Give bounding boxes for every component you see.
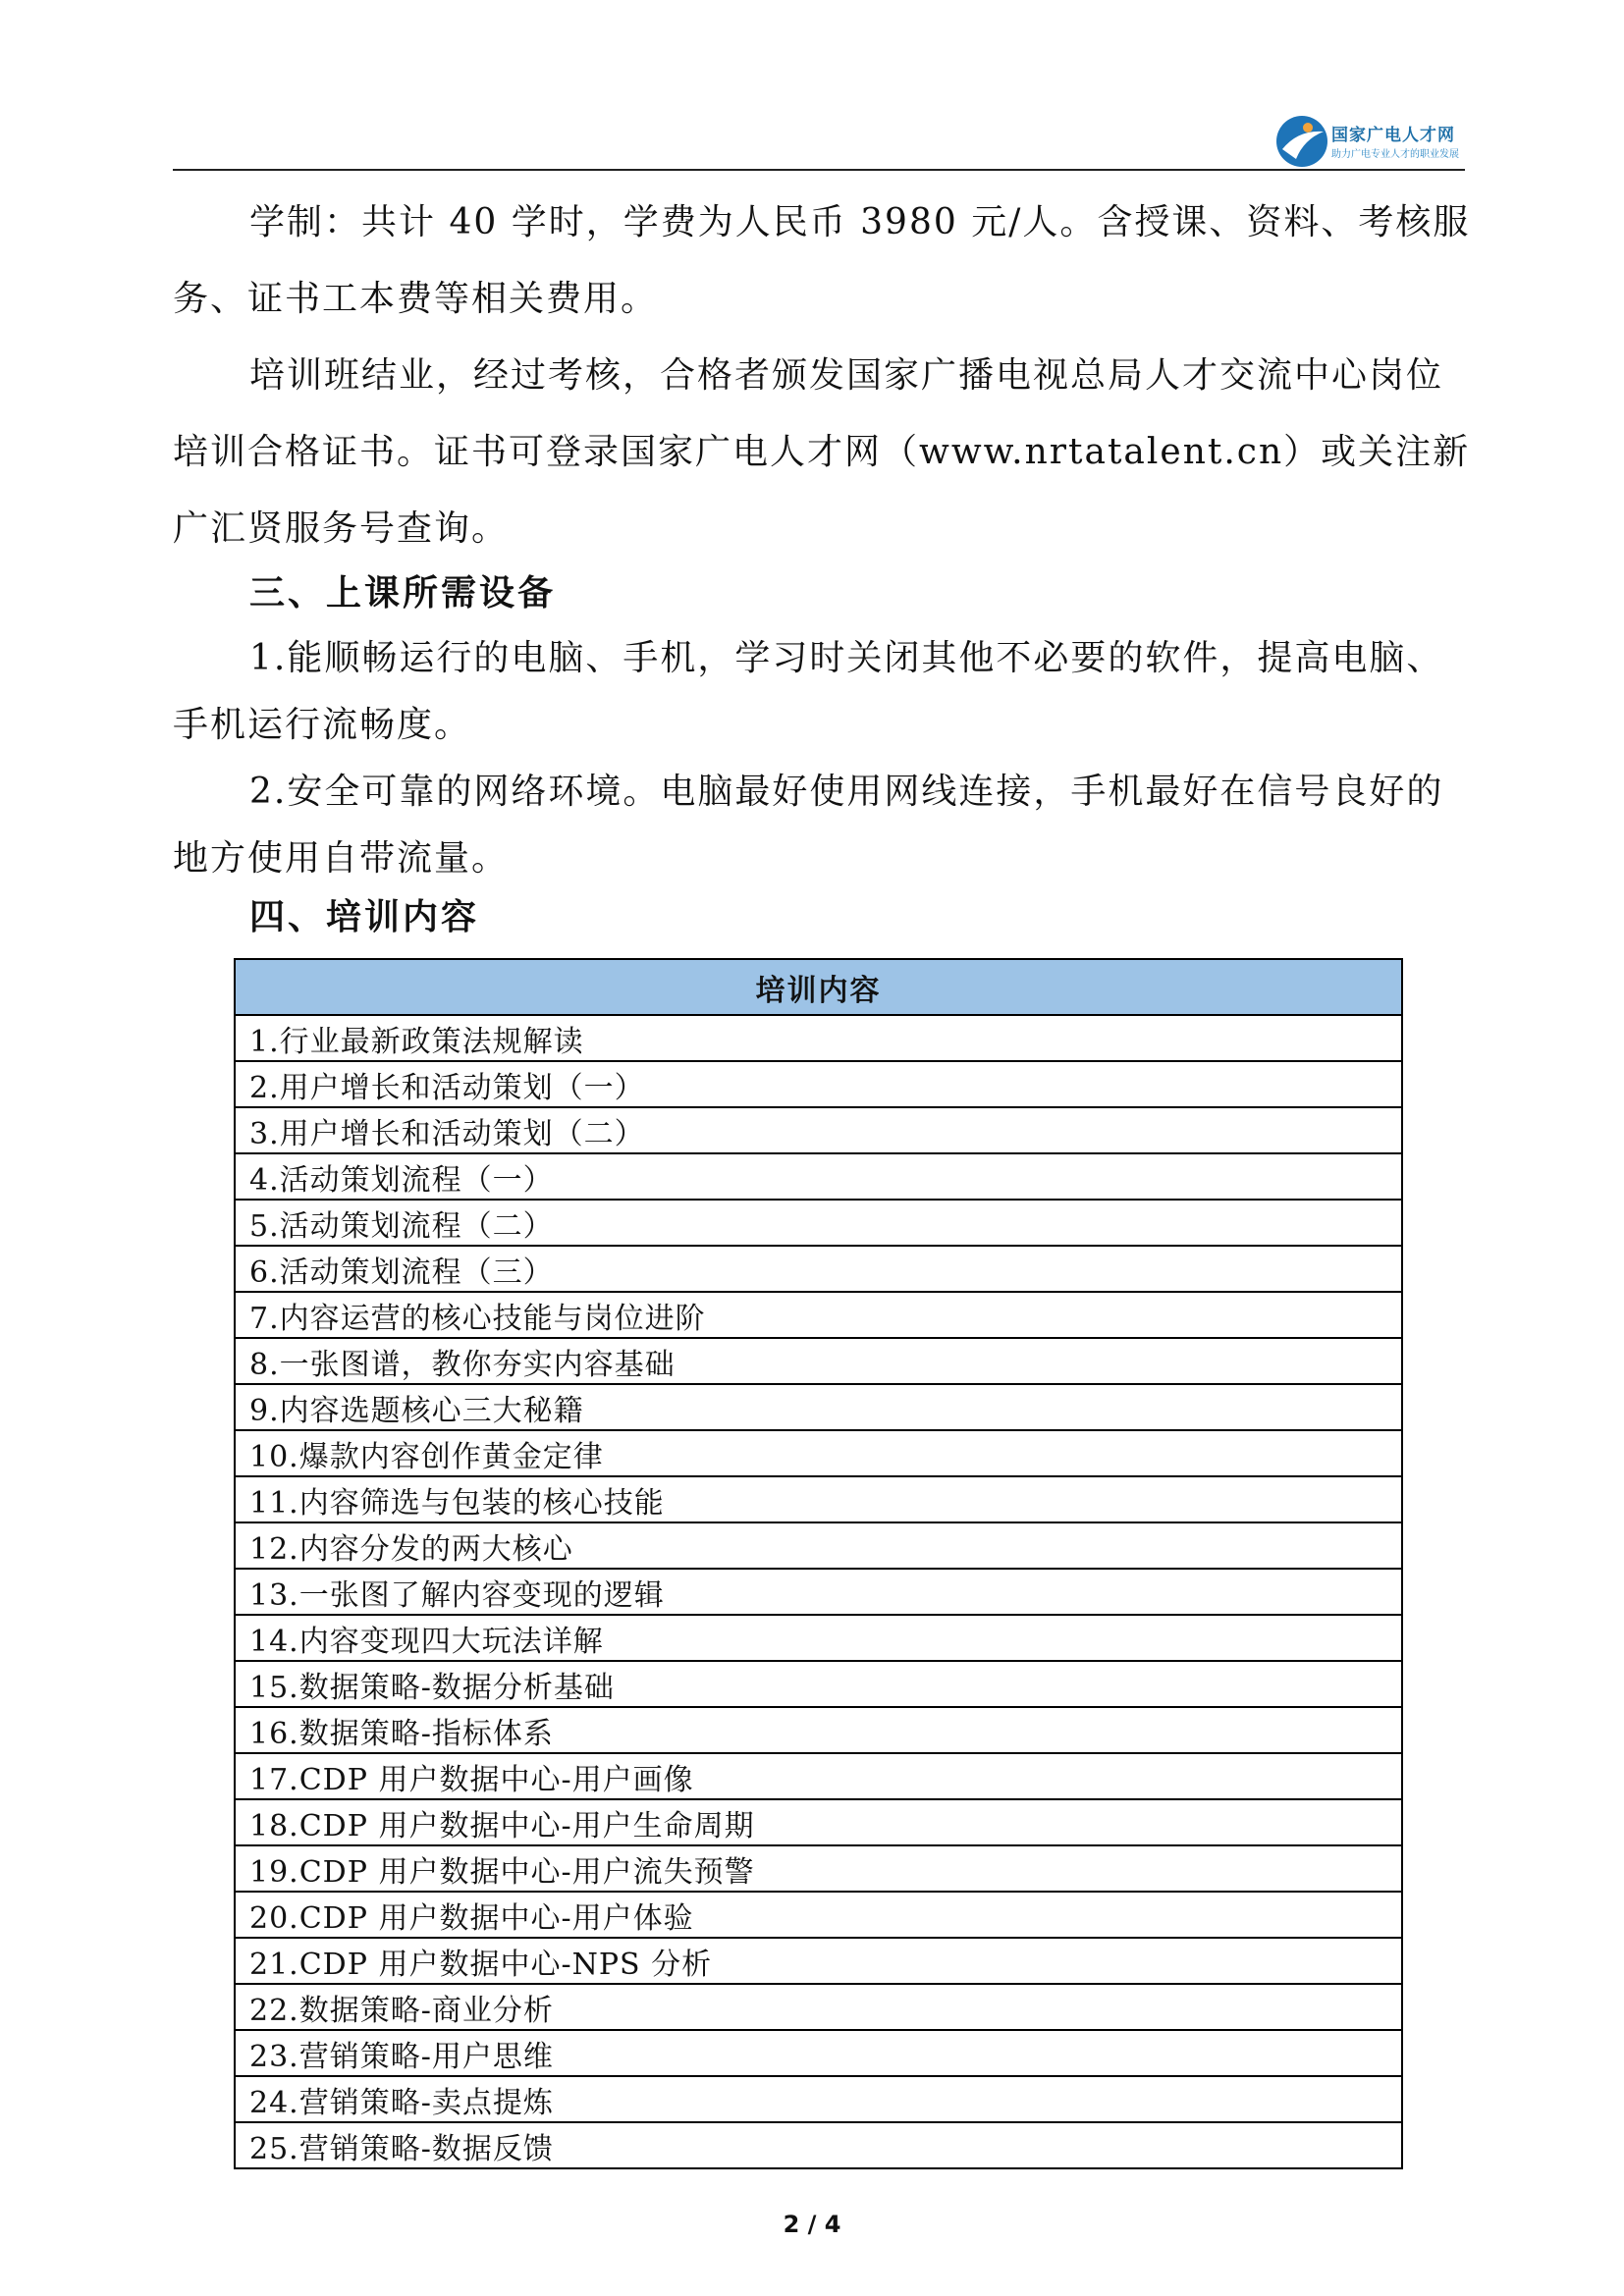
table-row	[235, 1984, 1402, 2030]
equipment-item-1-line-2: 手机运行流畅度。	[173, 705, 472, 745]
logo-subtitle: 助力广电专业人才的职业发展	[1331, 149, 1459, 160]
table-cell: 19.CDP 用户数据中心-用户流失预警	[235, 1845, 1402, 1892]
table-row	[235, 1522, 1402, 1569]
table-cell: 15.数据策略-数据分析基础	[235, 1661, 1402, 1707]
table-cell: 4.活动策划流程（一）	[235, 1153, 1402, 1200]
table-cell: 6.活动策划流程（三）	[235, 1246, 1402, 1292]
logo-mark-icon	[1274, 114, 1329, 169]
table-row	[235, 1015, 1402, 1061]
table-cell: 22.数据策略-商业分析	[235, 1984, 1402, 2030]
certificate-text-line-2: 培训合格证书。证书可登录国家广电人才网（www.nrtatalent.cn）或关注新	[173, 432, 1471, 472]
table-row	[235, 1430, 1402, 1476]
table-row	[235, 1153, 1402, 1200]
table-row	[235, 1246, 1402, 1292]
fee-text-line-2: 务、证书工本费等相关费用。	[173, 279, 659, 319]
table-row	[235, 1569, 1402, 1615]
header-divider	[173, 169, 1465, 171]
table-row	[235, 2122, 1402, 2168]
table-row	[235, 1292, 1402, 1338]
table-cell: 7.内容运营的核心技能与岗位进阶	[235, 1292, 1402, 1338]
table-cell: 13.一张图了解内容变现的逻辑	[235, 1569, 1402, 1615]
certificate-text-line-1: 培训班结业，经过考核，合格者颁发国家广播电视总局人才交流中心岗位	[249, 355, 1444, 396]
table-row	[235, 1384, 1402, 1430]
table-row	[235, 1845, 1402, 1892]
table-cell: 8.一张图谱，教你夯实内容基础	[235, 1338, 1402, 1384]
table-cell: 5.活动策划流程（二）	[235, 1200, 1402, 1246]
table-row	[235, 1938, 1402, 1984]
table-row	[235, 1799, 1402, 1845]
table-row	[235, 1338, 1402, 1384]
certificate-text-line-3: 广汇贤服务号查询。	[173, 508, 510, 549]
header-logo	[1274, 114, 1467, 169]
table-cell: 9.内容选题核心三大秘籍	[235, 1384, 1402, 1430]
table-header-cell: 培训内容	[235, 959, 1402, 1015]
table-row	[235, 1892, 1402, 1938]
table-cell: 1.行业最新政策法规解读	[235, 1015, 1402, 1061]
table-row	[235, 1753, 1402, 1799]
table-cell: 16.数据策略-指标体系	[235, 1707, 1402, 1753]
table-cell: 3.用户增长和活动策划（二）	[235, 1107, 1402, 1153]
table-cell: 12.内容分发的两大核心	[235, 1522, 1402, 1569]
table-row	[235, 1661, 1402, 1707]
section-4-heading: 四、培训内容	[249, 897, 480, 937]
equipment-item-2-line-2: 地方使用自带流量。	[173, 838, 510, 879]
table-header-row	[235, 959, 1402, 1015]
table-row	[235, 1707, 1402, 1753]
table-row	[235, 2030, 1402, 2076]
table-cell: 11.内容筛选与包装的核心技能	[235, 1476, 1402, 1522]
fee-text-line-1: 学制：共计 40 学时，学费为人民币 3980 元/人。含授课、资料、考核服	[249, 202, 1471, 242]
logo-title: 国家广电人才网	[1331, 126, 1455, 145]
equipment-item-1-line-1: 1.能顺畅运行的电脑、手机，学习时关闭其他不必要的软件，提高电脑、	[249, 638, 1444, 678]
table-cell: 20.CDP 用户数据中心-用户体验	[235, 1892, 1402, 1938]
table-row	[235, 1615, 1402, 1661]
table-row	[235, 1107, 1402, 1153]
table-row	[235, 1061, 1402, 1107]
table-cell: 23.营销策略-用户思维	[235, 2030, 1402, 2076]
equipment-item-2-line-1: 2.安全可靠的网络环境。电脑最好使用网线连接，手机最好在信号良好的	[249, 772, 1444, 812]
page-number: 2 / 4	[783, 2211, 841, 2238]
table-cell: 25.营销策略-数据反馈	[235, 2122, 1402, 2168]
table-cell: 24.营销策略-卖点提炼	[235, 2076, 1402, 2122]
table-cell: 10.爆款内容创作黄金定律	[235, 1430, 1402, 1476]
table-row	[235, 1200, 1402, 1246]
table-row	[235, 2076, 1402, 2122]
table-row	[235, 1476, 1402, 1522]
section-3-heading: 三、上课所需设备	[249, 573, 557, 614]
table-cell: 17.CDP 用户数据中心-用户画像	[235, 1753, 1402, 1799]
table-cell: 14.内容变现四大玩法详解	[235, 1615, 1402, 1661]
table-cell: 21.CDP 用户数据中心-NPS 分析	[235, 1938, 1402, 1984]
table-cell: 2.用户增长和活动策划（一）	[235, 1061, 1402, 1107]
table-cell: 18.CDP 用户数据中心-用户生命周期	[235, 1799, 1402, 1845]
training-content-table	[234, 958, 1403, 2169]
